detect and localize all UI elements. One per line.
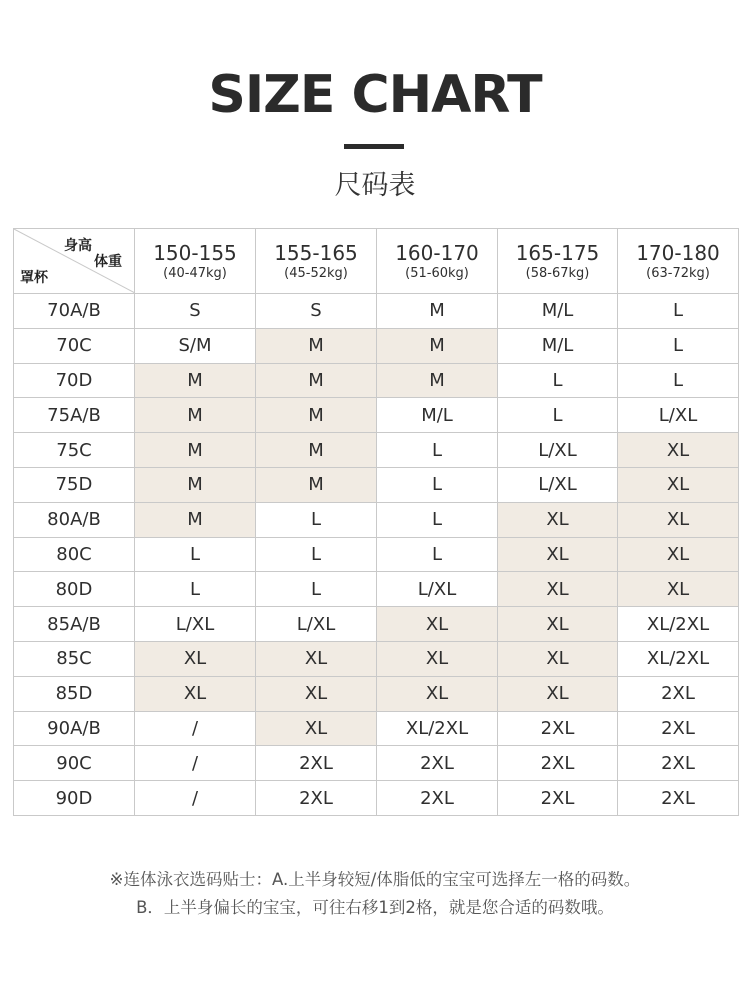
size-cell: XL — [498, 502, 618, 537]
size-cell: XL/2XL — [618, 607, 739, 642]
size-cell: XL — [498, 537, 618, 572]
size-cell: XL — [256, 641, 377, 676]
table-row — [14, 467, 739, 502]
size-cell: L — [377, 502, 498, 537]
size-cell: XL — [256, 711, 377, 746]
size-cell: M/L — [498, 328, 618, 363]
size-cell: 2XL — [618, 781, 739, 816]
size-cell: L — [377, 467, 498, 502]
size-cell: XL — [618, 433, 739, 468]
size-cell: S/M — [135, 328, 256, 363]
size-cell: XL — [498, 641, 618, 676]
table-body — [14, 294, 739, 816]
size-cell: L — [498, 398, 618, 433]
column-header — [377, 229, 498, 294]
size-cell: / — [135, 711, 256, 746]
size-cell: XL — [135, 676, 256, 711]
cup-size-cell: 90D — [14, 781, 135, 816]
size-cell: M — [377, 363, 498, 398]
weight-range-label: (45-52kg) — [284, 266, 348, 281]
table-row — [14, 433, 739, 468]
size-cell: XL — [498, 676, 618, 711]
table-row — [14, 641, 739, 676]
column-header — [498, 229, 618, 294]
size-cell: 2XL — [618, 676, 739, 711]
size-cell: XL — [377, 607, 498, 642]
size-cell: M — [135, 433, 256, 468]
size-cell: M — [135, 363, 256, 398]
size-cell: XL — [618, 537, 739, 572]
size-cell: L/XL — [377, 572, 498, 607]
corner-weight-label: 体重 — [94, 254, 122, 270]
weight-range-label: (40-47kg) — [163, 266, 227, 281]
size-cell: L/XL — [256, 607, 377, 642]
size-cell: 2XL — [618, 746, 739, 781]
size-cell: 2XL — [498, 711, 618, 746]
corner-height-label: 身高 — [64, 238, 92, 254]
cup-size-cell: 75C — [14, 433, 135, 468]
table-row — [14, 746, 739, 781]
height-range-label: 160-170 — [395, 241, 479, 265]
table-row — [14, 294, 739, 329]
cup-size-cell: 85D — [14, 676, 135, 711]
size-cell: XL/2XL — [377, 711, 498, 746]
corner-cup-label: 罩杯 — [20, 270, 48, 286]
size-cell: S — [135, 294, 256, 329]
cup-size-cell: 85C — [14, 641, 135, 676]
size-cell: XL — [498, 572, 618, 607]
size-cell: M — [377, 294, 498, 329]
page-subtitle: 尺码表 — [334, 170, 416, 201]
size-cell: 2XL — [256, 746, 377, 781]
table-row — [14, 537, 739, 572]
size-cell: XL — [256, 676, 377, 711]
size-cell: L — [135, 537, 256, 572]
size-cell: M — [135, 502, 256, 537]
table-row — [14, 607, 739, 642]
size-cell: M — [256, 328, 377, 363]
size-cell: 2XL — [618, 711, 739, 746]
cup-size-cell: 80D — [14, 572, 135, 607]
table-row — [14, 363, 739, 398]
size-cell: M/L — [377, 398, 498, 433]
size-cell: L — [256, 502, 377, 537]
size-cell: 2XL — [377, 746, 498, 781]
cup-size-cell: 70C — [14, 328, 135, 363]
cup-size-cell: 90C — [14, 746, 135, 781]
table-corner-cell — [14, 229, 135, 294]
size-cell: M — [377, 328, 498, 363]
column-header — [256, 229, 377, 294]
column-header — [618, 229, 739, 294]
size-cell: S — [256, 294, 377, 329]
table-row — [14, 502, 739, 537]
size-cell: L — [618, 294, 739, 329]
table-row — [14, 328, 739, 363]
size-cell: XL — [377, 676, 498, 711]
size-cell: 2XL — [256, 781, 377, 816]
size-cell: 2XL — [377, 781, 498, 816]
title-divider — [344, 144, 404, 149]
size-cell: M — [256, 363, 377, 398]
column-header — [135, 229, 256, 294]
cup-size-cell: 70D — [14, 363, 135, 398]
cup-size-cell: 85A/B — [14, 607, 135, 642]
fitting-tip-a: ※连体泳衣选码贴士：A.上半身较短/体脂低的宝宝可选择左一格的码数。 — [109, 870, 641, 889]
size-cell: L — [377, 433, 498, 468]
size-cell: L — [618, 328, 739, 363]
size-cell: M — [135, 398, 256, 433]
size-cell: / — [135, 746, 256, 781]
size-cell: L — [256, 537, 377, 572]
size-cell: XL/2XL — [618, 641, 739, 676]
size-cell: XL — [135, 641, 256, 676]
weight-range-label: (51-60kg) — [405, 266, 469, 281]
fitting-tip-b: B．上半身偏长的宝宝，可往右移1到2格，就是您合适的码数哦。 — [136, 898, 614, 917]
size-chart-table — [13, 228, 739, 816]
table-row — [14, 572, 739, 607]
size-cell: L/XL — [618, 398, 739, 433]
table-row — [14, 398, 739, 433]
size-cell: / — [135, 781, 256, 816]
size-cell: M — [256, 398, 377, 433]
cup-size-cell: 80C — [14, 537, 135, 572]
height-range-label: 155-165 — [274, 241, 358, 265]
size-cell: 2XL — [498, 781, 618, 816]
size-cell: XL — [498, 607, 618, 642]
size-cell: L — [498, 363, 618, 398]
cup-size-cell: 75A/B — [14, 398, 135, 433]
weight-range-label: (58-67kg) — [525, 266, 590, 281]
page-title: SIZE CHART — [208, 65, 542, 125]
size-cell: XL — [377, 641, 498, 676]
size-cell: M/L — [498, 294, 618, 329]
cup-size-cell: 75D — [14, 467, 135, 502]
size-cell: L/XL — [498, 467, 618, 502]
size-cell: M — [135, 467, 256, 502]
size-cell: XL — [618, 467, 739, 502]
size-cell: L — [377, 537, 498, 572]
size-cell: L/XL — [135, 607, 256, 642]
size-cell: L — [256, 572, 377, 607]
height-range-label: 150-155 — [153, 241, 237, 265]
size-cell: L/XL — [498, 433, 618, 468]
table-row — [14, 781, 739, 816]
size-cell: L — [618, 363, 739, 398]
table-row — [14, 676, 739, 711]
height-range-label: 170-180 — [636, 241, 720, 265]
weight-range-label: (63-72kg) — [646, 266, 710, 281]
cup-size-cell: 90A/B — [14, 711, 135, 746]
cup-size-cell: 80A/B — [14, 502, 135, 537]
size-cell: 2XL — [498, 746, 618, 781]
size-cell: XL — [618, 502, 739, 537]
size-cell: M — [256, 467, 377, 502]
height-range-label: 165-175 — [515, 241, 600, 265]
table-row — [14, 711, 739, 746]
cup-size-cell: 70A/B — [14, 294, 135, 329]
size-cell: L — [135, 572, 256, 607]
size-cell: XL — [618, 572, 739, 607]
size-cell: M — [256, 433, 377, 468]
table-header-row — [14, 229, 739, 294]
